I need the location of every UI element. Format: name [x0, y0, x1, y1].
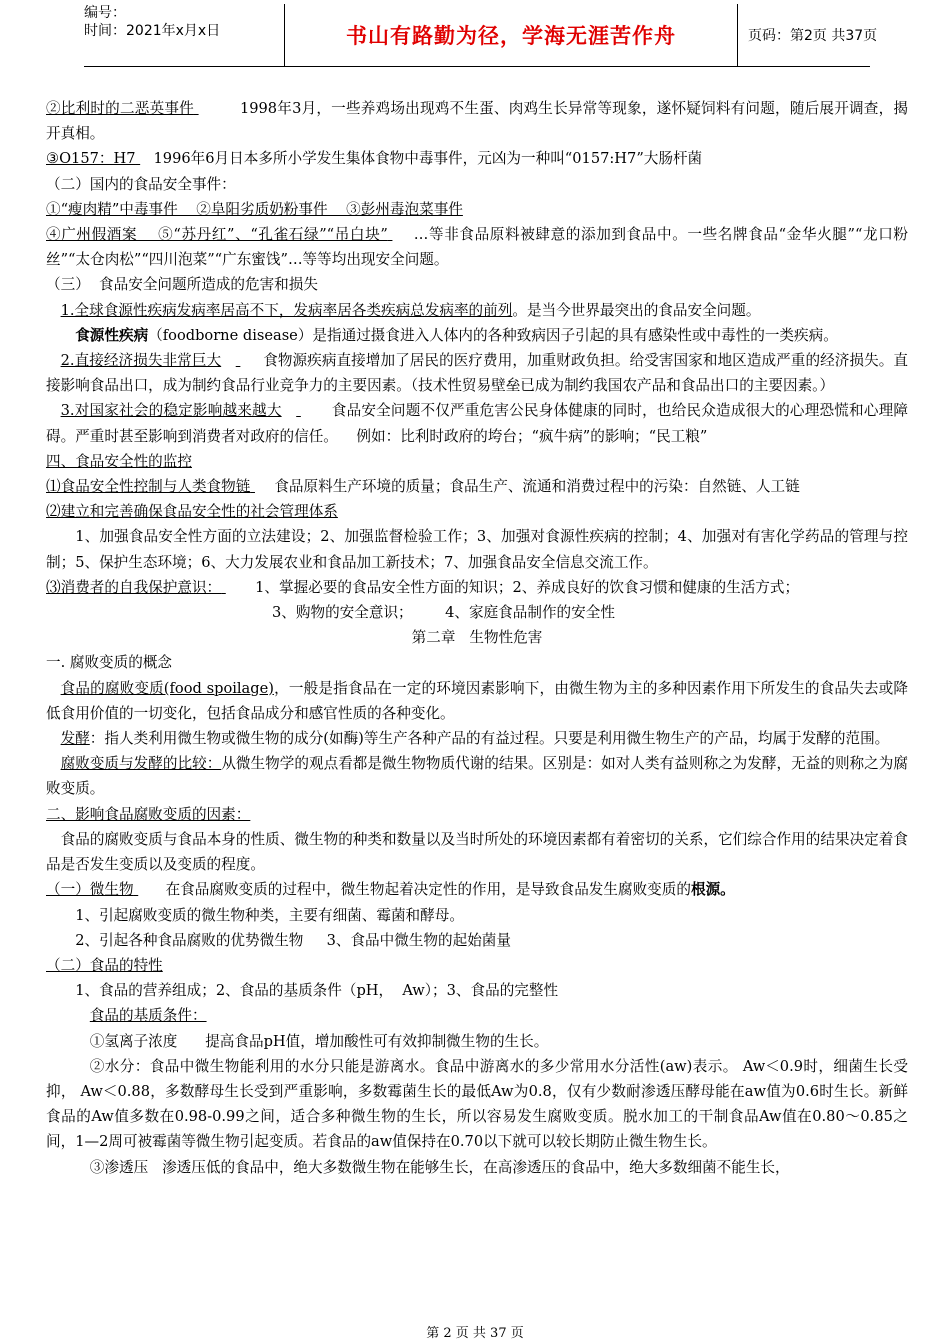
text: 食品原料生产环境的质量；食品生产、流通和消费过程中的污染：自然链、人工链 — [274, 478, 800, 496]
paragraph — [46, 575, 908, 600]
paragraph — [46, 348, 908, 398]
underlined-heading: ⑶消费者的自我保护意识： — [46, 578, 222, 596]
paragraph — [46, 676, 908, 726]
paragraph: 3、购物的安全意识； 4、家庭食品制作的安全性 — [272, 604, 615, 622]
paragraph — [46, 323, 908, 348]
section-heading: ⑵建立和完善确保食品安全性的社会管理体系 — [46, 503, 338, 521]
section-heading: （二）食品的特性 — [46, 956, 163, 974]
bold-term: 根源。 — [690, 881, 735, 899]
paragraph: ②水分：食品中微生物能利用的水分只能是游离水。食品中游离水的多少常用水分活性(aw)表示。 Aw＜0.9时，细菌生长受抑， Aw＜0.88，多数酵母生长受到严重影响，多数霉菌生长的最低Aw为0.8，仅有少数耐渗透压酵母能在aw值为0.6时生长。新鲜食品的Aw值多数在0.98-0.99之间，适合多种微生物的生长，所以容易发生腐败变质。脱水加工的干制食品Aw值在0.80～0.85之间，1—2周可被霉菌等微生物引起变质。若食品的aw值保持在0.70以下就可以较长期防止微生物生长。 — [46, 1057, 908, 1151]
section-heading: （三） 食品安全问题所造成的危害和损失 — [46, 276, 318, 294]
underline-blank — [136, 146, 154, 171]
text: ：指人类利用微生物或微生物的成分(如酶)等生产各种产品的有益过程。只要是利用微生物生产的产品，均属于发酵的范围。 — [89, 730, 890, 748]
text: 从微生物学的观点看都是微生物物质代谢的结果。区别是：如对人类有益则称之为发酵，无益的则称之为腐败变质。 — [46, 755, 908, 798]
section-heading: 一. 腐败变质的概念 — [46, 654, 173, 672]
section-heading: （二）国内的食品安全事件： — [46, 175, 236, 193]
underlined-heading: ②比利时的二恶英事件 — [46, 100, 194, 117]
paragraph — [46, 222, 908, 272]
underlined-heading: 1.全球食源性疾病发病率居高不下，发病率居各类疾病总发病率的前列 — [60, 301, 513, 319]
text: …等非食品原料被肆意的添加到食品中。一些名牌食品“金华火腿”“龙口粉丝”“太仓肉松”“四川泡菜”“广东蜜饯”…等等均出现安全问题。 — [46, 226, 909, 269]
text: ，一般是指食品在一定的环境因素影响下，由微生物为主的多种因素作用下所发生的食品失去或降低食用价值的一切变化，包括食品成分和感官性质的各种变化。 — [46, 679, 908, 722]
underlined-line: ①“瘦肉精”中毒事件 ②阜阳劣质奶粉事件 ③彭州毒泡菜事件 — [46, 200, 463, 218]
paragraph — [46, 726, 908, 751]
text: 食物源疾病直接增加了居民的医疗费用，加重财政负担。给受害国家和地区造成严重的经济损失。直接影响食品出口，成为制约食品行业竞争力的主要因素。（技术性贸易壁垒已成为制约我国农产品和食品出口的主要因素。） — [46, 352, 908, 395]
underlined-term: 食品的腐败变质(food spoilage) — [60, 679, 274, 697]
underline-blank — [134, 877, 166, 902]
code-label: 编号： — [84, 5, 126, 21]
paragraph: 1、加强食品安全性方面的立法建设；2、加强监督检验工作；3、加强对食源性疾病的控制；4、加强对有害化学药品的管理与控制；5、保护生态环境；6、大力发展农业和食品加工新技术；7、加强食品安全信息交流工作。 — [46, 528, 908, 571]
text: 1、掌握必要的食品安全性方面的知识；2、养成良好的饮食习惯和健康的生活方式； — [255, 578, 800, 596]
paragraph: ①氢离子浓度 提高食品pH值，增加酸性可有效抑制微生物的生长。 — [89, 1032, 549, 1050]
time-label: 时间：2021年x月x日 — [84, 23, 221, 39]
header-meta — [84, 4, 284, 66]
paragraph — [46, 877, 908, 902]
page-header — [84, 4, 878, 67]
paragraph — [46, 146, 908, 171]
underlined-term: 食品的基质条件： — [89, 1007, 207, 1025]
section-heading: 二、影响食品腐败变质的因素： — [46, 805, 251, 823]
header-motto: 书山有路勤为径，学海无涯苦作舟 — [284, 4, 738, 66]
section-heading: 四、食品安全性的监控 — [46, 452, 192, 470]
underline-blank — [221, 575, 255, 600]
text: 食品安全问题不仅严重危害公民身体健康的同时，也给民众造成很大的心理恐慌和心理障碍。严重时甚至影响到消费者对政府的信任。 例如：比利时政府的垮台；“疯牛病”的影响；“民工粮” — [46, 402, 908, 445]
underlined-term: 发酵 — [60, 730, 90, 748]
text: 1996年6月日本多所小学发生集体食物中毒事件，元凶为一种叫“0157:H7”大肠杆菌 — [153, 150, 703, 168]
underlined-term: 腐败变质与发酵的比较： — [60, 755, 222, 773]
paragraph — [46, 298, 908, 323]
underline-blank — [388, 222, 414, 247]
list-item: 1、食品的营养组成；2、食品的基质条件（pH， Aw）；3、食品的完整性 — [75, 982, 559, 1000]
subheading — [46, 1003, 908, 1028]
text: 在食品腐败变质的过程中，微生物起着决定性的作用，是导致食品发生腐败变质的 — [165, 881, 691, 899]
paragraph — [46, 474, 908, 499]
chapter-title: 第二章 生物性危害 — [411, 629, 543, 647]
document-body — [46, 96, 908, 1180]
underlined-heading: ③O157：H7 — [46, 150, 136, 168]
underline-blank — [282, 398, 332, 423]
text: 1998年3月，一些养鸡场出现鸡不生蛋、肉鸡生长异常等现象，遂怀疑饲料有问题，随后展开调查，揭开真相。 — [46, 100, 908, 143]
bold-term: 食源性疾病 — [75, 326, 149, 344]
paragraph — [46, 751, 908, 801]
underline-blank — [250, 474, 274, 499]
list-item: 2、引起各种食品腐败的优势微生物 3、食品中微生物的起始菌量 — [75, 931, 511, 949]
text: （foodborne disease）是指通过摄食进入人体内的各种致病因子引起的具有感染性或中毒性的一类疾病。 — [148, 326, 838, 344]
underline-blank — [221, 348, 263, 373]
underlined-heading: ⑴食品安全性控制与人类食物链 — [46, 478, 251, 496]
text: 。是当今世界最突出的食品安全问题。 — [512, 301, 761, 319]
underlined-heading: ④广州假酒案 ⑤“苏丹红”、“孔雀石绿”“吊白块” — [46, 226, 388, 244]
paragraph — [46, 398, 908, 448]
paragraph — [46, 96, 908, 146]
underlined-heading: 2.直接经济损失非常巨大 — [60, 352, 222, 370]
paragraph: ③渗透压 渗透压低的食品中，绝大多数微生物在能够生长，在高渗透压的食品中，绝大多数细菌不能生长， — [89, 1158, 790, 1176]
page-footer: 第 2 页 共 37 页 — [426, 1326, 524, 1341]
underlined-heading: 3.对国家社会的稳定影响越来越大 — [60, 402, 282, 420]
list-item: 1、引起腐败变质的微生物种类，主要有细菌、霉菌和酵母。 — [75, 906, 464, 924]
underlined-heading: （一）微生物 — [46, 881, 134, 899]
header-page-label: 页码：第2页 共37页 — [748, 28, 878, 44]
underline-blank — [194, 96, 240, 121]
paragraph: 食品的腐败变质与食品本身的性质、微生物的种类和数量以及当时所处的环境因素都有着密切的关系，它们综合作用的结果决定着食品是否发生变质以及变质的程度。 — [46, 830, 908, 874]
